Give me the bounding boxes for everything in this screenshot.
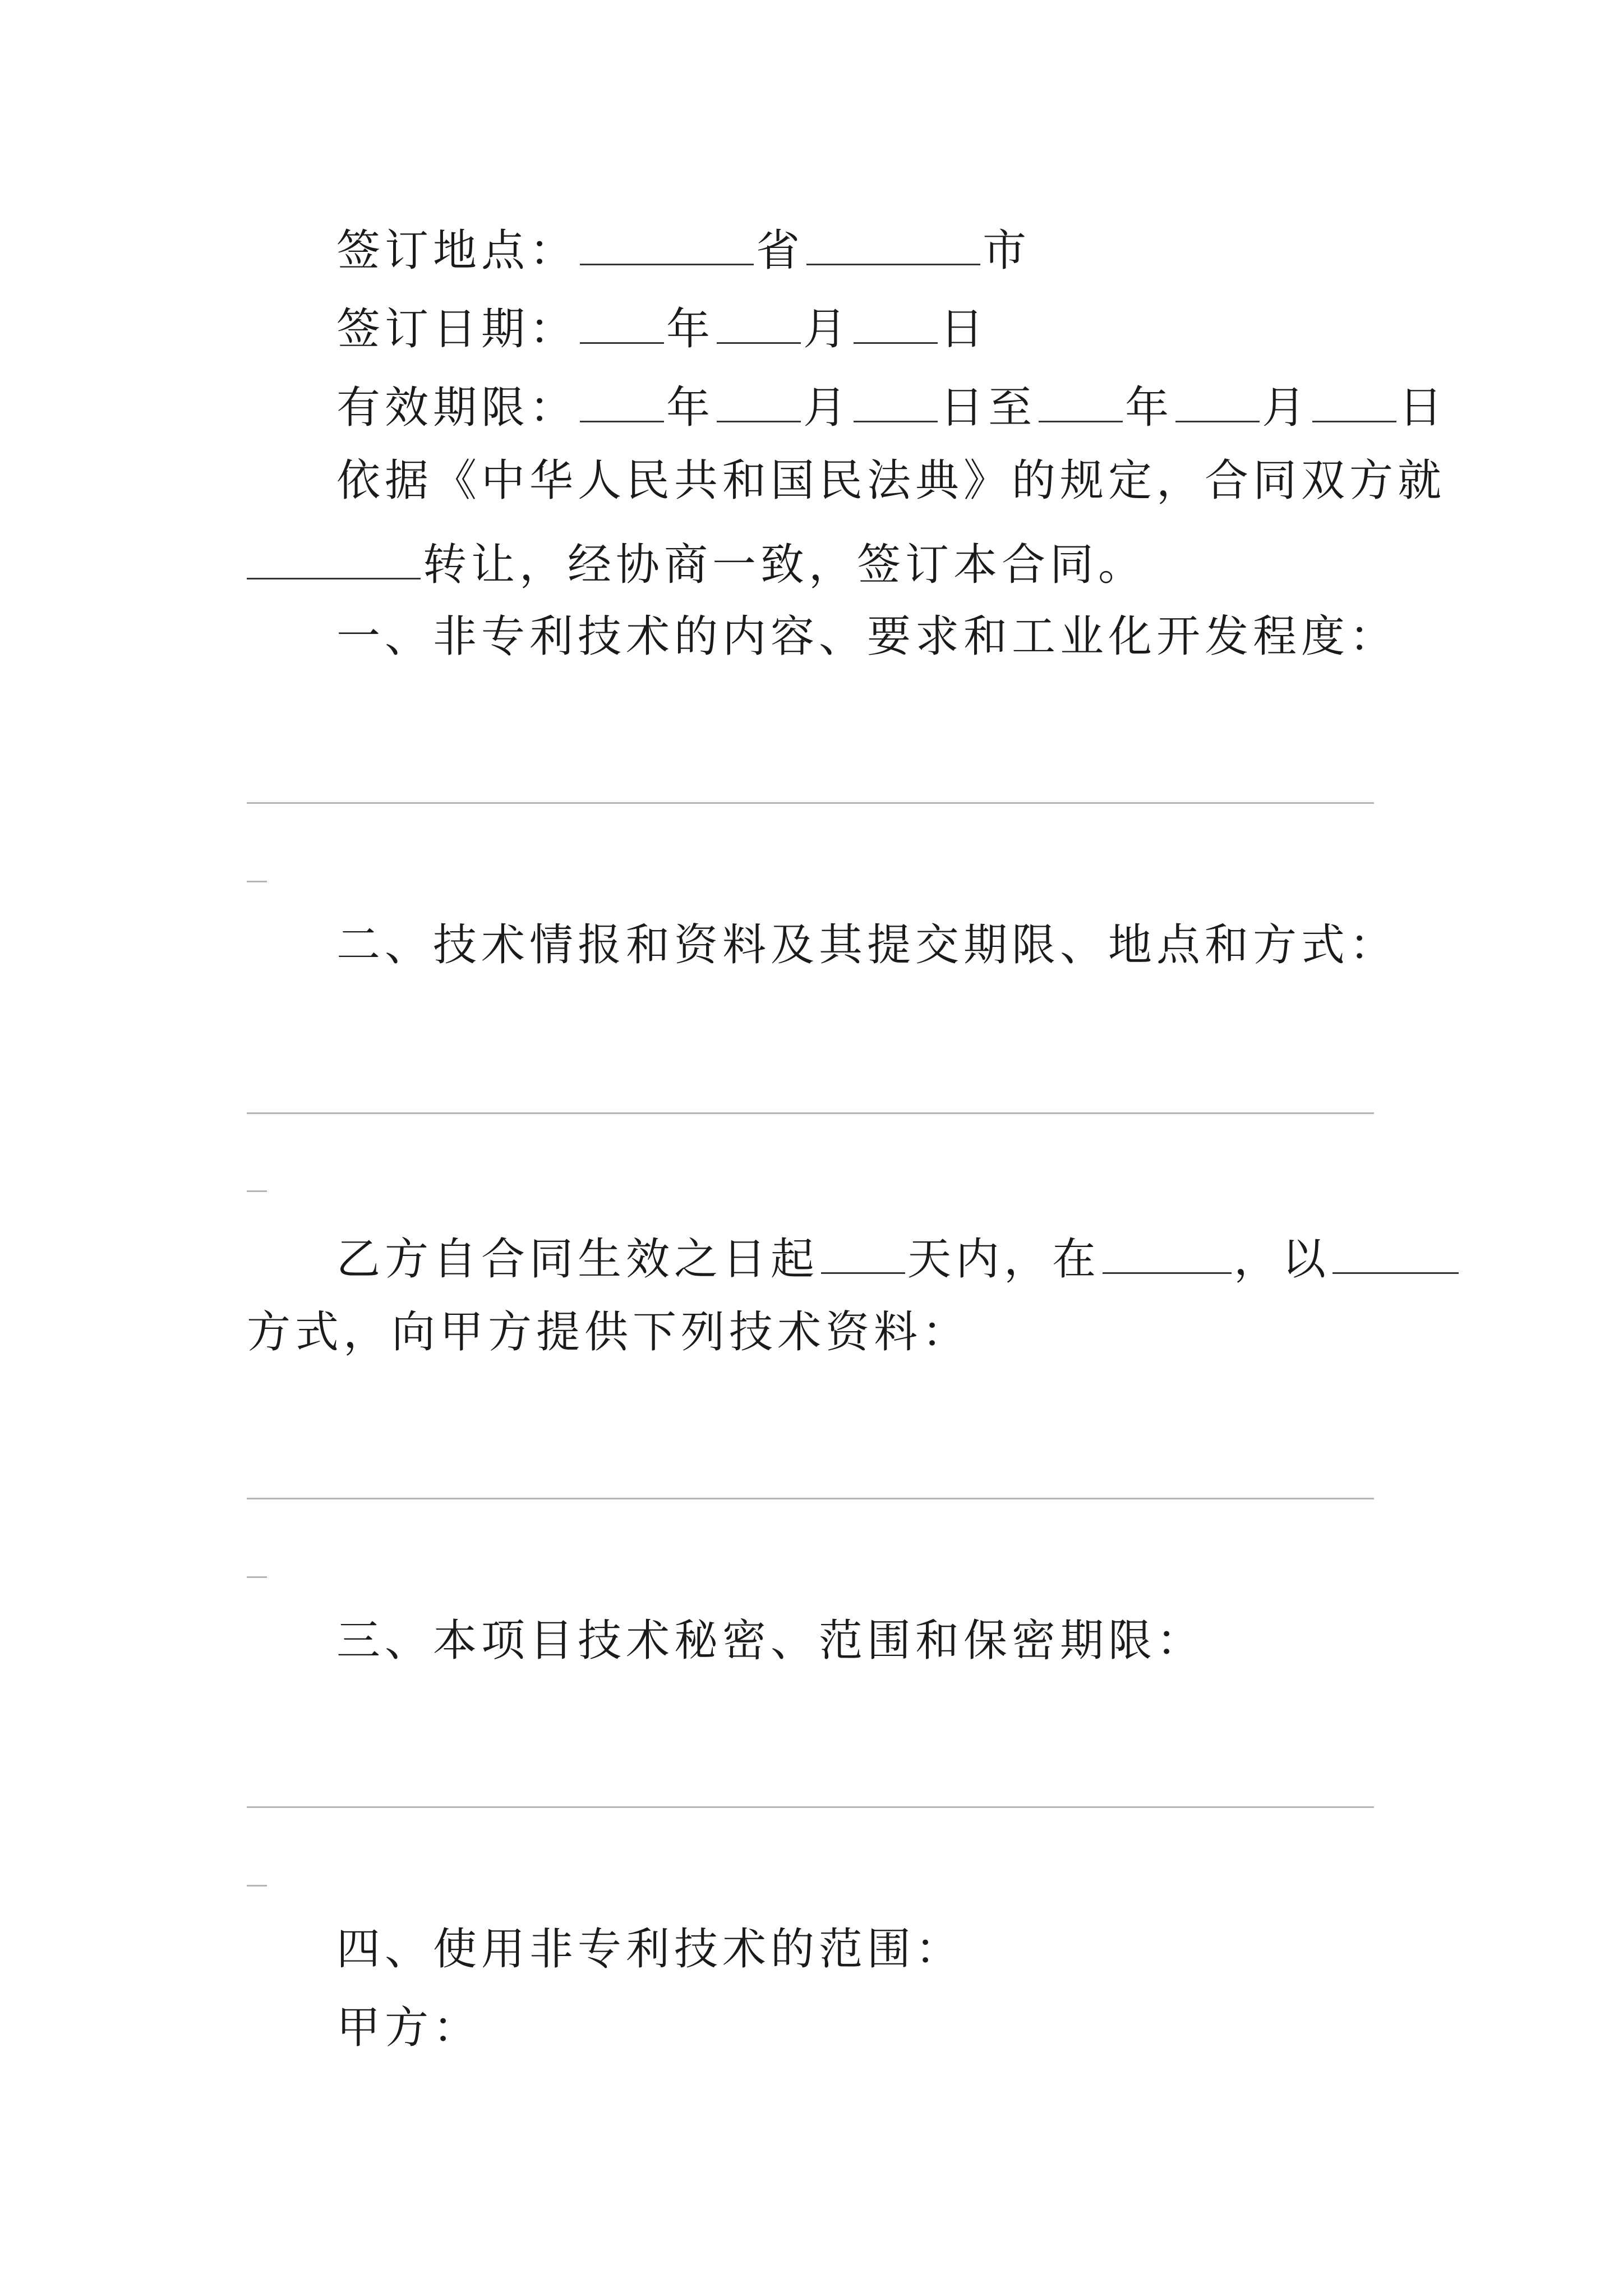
city-blank[interactable] [806, 223, 980, 265]
signing-date-line [336, 302, 989, 355]
section-1-title: 一、非专利技术的内容、要求和工业化开发程度： [336, 611, 1398, 662]
signing-day-blank[interactable] [854, 302, 938, 344]
section-3-fill-line-end [247, 1885, 267, 1887]
city-label: 市 [983, 225, 1031, 276]
delivery-text-2: 天内，在 [907, 1234, 1101, 1285]
start-month-blank[interactable] [717, 380, 801, 422]
intro-line-2-text: 转让，经协商一致，签订本合同。 [423, 539, 1147, 590]
section-1-fill-line[interactable] [247, 802, 1374, 804]
delivery-method-blank[interactable] [1332, 1232, 1459, 1274]
section-2-title: 二、技术情报和资料及其提交期限、地点和方式： [336, 920, 1398, 970]
section-4-title: 四、使用非专利技术的范围： [336, 1924, 964, 1975]
delivery-text-1: 乙方自合同生效之日起 [336, 1234, 819, 1285]
signing-place-label: 签订地点： [336, 225, 578, 276]
signing-year-blank[interactable] [580, 302, 664, 344]
transfer-subject-blank[interactable] [247, 537, 421, 579]
delivery-text-3: ，以 [1234, 1234, 1331, 1285]
intro-line-2 [247, 537, 1147, 590]
delivery-fill-line-end [247, 1576, 267, 1578]
validity-line [336, 380, 1447, 433]
section-3-fill-line[interactable] [247, 1806, 1374, 1808]
delivery-line-1 [336, 1232, 1461, 1285]
month-label: 月 [1262, 382, 1311, 433]
day-label: 日 [1399, 382, 1447, 433]
end-year-blank[interactable] [1039, 380, 1123, 422]
signing-place-line [336, 223, 1031, 276]
day-label: 日 [940, 303, 989, 355]
section-3-title: 三、本项目技术秘密、范围和保密期限： [336, 1616, 1205, 1666]
signing-date-label: 签订日期： [336, 303, 578, 355]
year-label: 年 [666, 303, 715, 355]
start-year-blank[interactable] [580, 380, 664, 422]
section-1-fill-line-end [247, 881, 267, 882]
party-a-label: 甲方： [336, 2003, 482, 2053]
section-2-fill-line[interactable] [247, 1112, 1374, 1114]
intro-line-1: 依据《中华人民共和国民法典》的规定，合同双方就 [336, 455, 1446, 506]
delivery-line-2: 方式，向甲方提供下列技术资料： [247, 1307, 971, 1358]
month-label: 月 [803, 382, 852, 433]
end-day-blank[interactable] [1312, 380, 1396, 422]
delivery-fill-line[interactable] [247, 1498, 1374, 1499]
delivery-days-blank[interactable] [821, 1232, 905, 1274]
month-label: 月 [803, 303, 852, 355]
validity-label: 有效期限： [336, 382, 578, 433]
to-label: 至 [988, 382, 1037, 433]
province-blank[interactable] [580, 223, 754, 265]
day-label: 日 [940, 382, 989, 433]
signing-month-blank[interactable] [717, 302, 801, 344]
year-label: 年 [666, 382, 715, 433]
end-month-blank[interactable] [1175, 380, 1260, 422]
start-day-blank[interactable] [854, 380, 938, 422]
section-2-fill-line-end [247, 1190, 267, 1192]
delivery-place-blank[interactable] [1103, 1232, 1232, 1274]
year-label: 年 [1125, 382, 1174, 433]
province-label: 省 [756, 225, 805, 276]
